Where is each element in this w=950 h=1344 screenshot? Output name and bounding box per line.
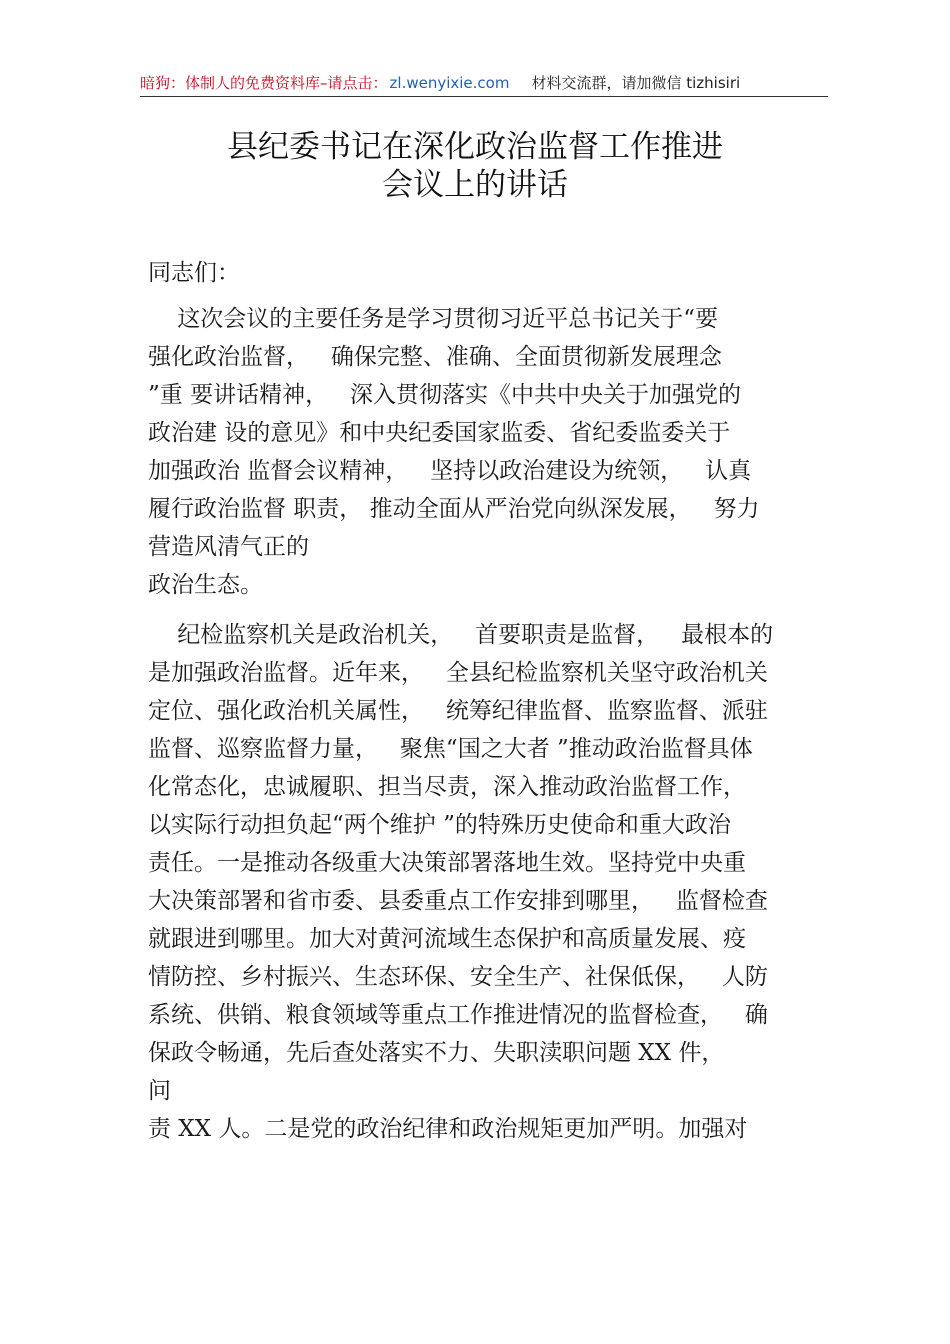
header-site-name: 暗狗：体制人的免费资料库	[140, 74, 321, 92]
paragraph-line: 政治建 设的意见》和中央纪委国家监委、省纪委监委关于	[148, 420, 731, 446]
paragraph-line: 问	[148, 1078, 171, 1104]
paragraph-1	[148, 300, 830, 604]
paragraph-line: 加强政治 监督会议精神， 坚持以政治建设为统领， 认真	[148, 458, 752, 484]
paragraph-line: 履行政治监督 职责， 推动全面从严治党向纵深发展， 努力	[148, 496, 760, 522]
paragraph-line: 就跟进到哪里。加大对黄河流域生态保护和高质量发展、疫	[148, 926, 746, 952]
header-click-prompt: –请点击：	[320, 74, 388, 92]
paragraph-line: 监督、巡察监督力量， 聚焦“国之大者 ”推动政治监督具体	[148, 736, 753, 762]
paragraph-line: 系统、供销、粮食领域等重点工作推进情况的监督检查， 确	[148, 1002, 768, 1028]
paragraph-line: 化常态化，忠诚履职、担当尽责，深入推动政治监督工作，	[148, 774, 746, 800]
paragraph-2	[148, 616, 830, 1148]
paragraph-line: 以实际行动担负起“两个维护 ”的特殊历史使命和重大政治	[148, 812, 731, 838]
header-url-link[interactable]: zl.wenyixie.com	[389, 74, 510, 92]
document-title	[140, 128, 810, 204]
paragraph-line: 保政令畅通，先后查处落实不力、失职渎职问题 XX 件，	[148, 1040, 725, 1066]
salutation	[148, 254, 830, 292]
paragraph-line: 强化政治监督， 确保完整、准确、全面贯彻新发展理念	[148, 344, 722, 370]
paragraph-line: 政治生态。	[148, 572, 263, 598]
paragraph-line: 定位、强化政治机关属性， 统筹纪律监督、监察监督、派驻	[148, 698, 768, 724]
paragraph-line: 责任。一是推动各级重大决策部署落地生效。坚持党中央重	[148, 850, 746, 876]
paragraph-line: 是加强政治监督。近年来， 全县纪检监察机关坚守政治机关	[148, 660, 768, 686]
title-line-2: 会议上的讲话	[382, 167, 568, 203]
paragraph-line: 纪检监察机关是政治机关， 首要职责是监督， 最根本的	[148, 622, 774, 648]
paragraph-line: ”重 要讲话精神， 深入贯彻落实《中共中央关于加强党的	[148, 382, 742, 408]
paragraph-line: 营造风清气正的	[148, 534, 309, 560]
paragraph-line: 这次会议的主要任务是学习贯彻习近平总书记关于“要	[148, 306, 719, 332]
header-wechat-note: 材料交流群，请加微信 tizhisiri	[531, 74, 741, 92]
page-header	[140, 72, 828, 94]
paragraph-line: 情防控、乡村振兴、生态环保、安全生产、社保低保， 人防	[148, 964, 768, 990]
header-divider	[140, 96, 828, 97]
title-line-1: 县纪委书记在深化政治监督工作推进	[227, 129, 723, 165]
paragraph-line: 责 XX 人。二是党的政治纪律和政治规矩更加严明。加强对	[148, 1116, 748, 1142]
paragraph-line: 大决策部署和省市委、县委重点工作安排到哪里， 监督检查	[148, 888, 768, 914]
salutation-text: 同志们：	[148, 260, 240, 286]
